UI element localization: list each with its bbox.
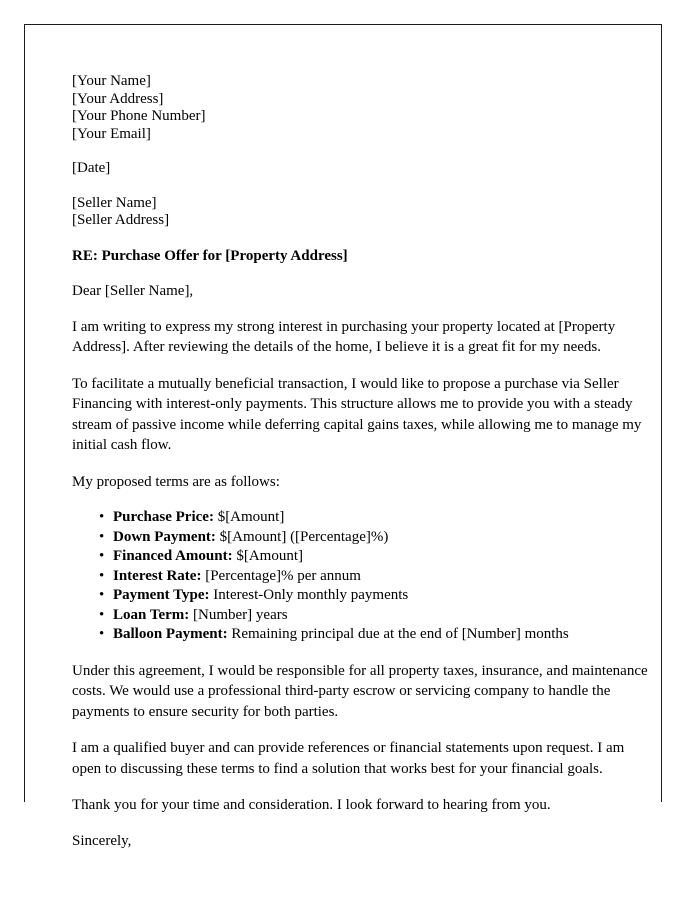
document-page-frame xyxy=(24,24,662,849)
bullet-icon: • xyxy=(99,548,105,564)
term-value: $[Amount] ([Percentage]%) xyxy=(215,528,389,545)
subject-line: RE: Purchase Offer for [Property Address] xyxy=(72,247,348,264)
term-label: Balloon Payment: xyxy=(113,626,228,642)
term-label: Financed Amount: xyxy=(113,548,233,564)
spacer-after-recipient xyxy=(72,230,652,247)
letter-date: [Date] xyxy=(72,160,111,176)
term-label: Payment Type: xyxy=(113,587,210,603)
paragraph-closing: Thank you for your time and consideration. I look forward to hearing from you. xyxy=(72,797,551,813)
recipient-name: [Seller Name] xyxy=(72,194,157,211)
spacer-after-sender xyxy=(72,143,652,160)
term-value: Interest-Only monthly payments xyxy=(209,587,409,603)
paragraph-responsibilities: Under this agreement, I would be responsible for all property taxes, insurance, and maintenance costs. We would use a professional third-party escrow or servicing company to handle the payments to ensure security for both parties. xyxy=(72,662,648,720)
spacer-after-date xyxy=(72,178,652,195)
spacer-after-qualification xyxy=(72,779,652,795)
paragraph-qualification: I am a qualified buyer and can provide references or financial statements upon request. I am open to discussing these terms to find a solution that works best for your financial goals. xyxy=(72,740,625,777)
term-label: Interest Rate: xyxy=(113,567,202,584)
spacer-after-responsibilities xyxy=(72,722,652,738)
term-value: $[Amount] xyxy=(213,509,285,525)
term-list-item xyxy=(99,528,652,548)
bullet-icon: • xyxy=(99,626,105,642)
term-list-item xyxy=(99,606,652,626)
term-list-item xyxy=(99,508,652,528)
spacer-after-subject xyxy=(72,265,652,282)
term-label: Down Payment: xyxy=(113,528,216,545)
recipient-address-block xyxy=(72,195,652,230)
bullet-icon: • xyxy=(99,567,105,584)
term-value: [Number] years xyxy=(189,606,288,623)
term-list-item xyxy=(99,567,652,587)
spacer-after-proposal xyxy=(72,456,652,472)
term-value: Remaining principal due at the end of [Number] months xyxy=(227,626,569,642)
spacer-before-signoff xyxy=(72,816,652,832)
salutation: Dear [Seller Name], xyxy=(72,282,194,299)
proposed-terms-list xyxy=(72,508,652,645)
spacer-after-salutation xyxy=(72,300,652,317)
sender-phone: [Your Phone Number] xyxy=(72,108,206,124)
sender-address-block xyxy=(72,73,652,143)
term-label: Purchase Price: xyxy=(113,509,214,525)
term-list-item xyxy=(99,586,652,606)
bullet-icon: • xyxy=(99,606,105,623)
sign-off: Sincerely, xyxy=(72,832,132,849)
recipient-address: [Seller Address] xyxy=(72,212,170,228)
letter-body xyxy=(72,73,652,850)
paragraph-terms-lead-in: My proposed terms are as follows: xyxy=(72,473,280,490)
term-value: [Percentage]% per annum xyxy=(201,567,361,584)
spacer-before-terms-list xyxy=(72,492,652,508)
bullet-icon: • xyxy=(99,587,105,603)
term-label: Loan Term: xyxy=(113,606,190,623)
sender-name: [Your Name] xyxy=(72,73,151,89)
sender-address: [Your Address] xyxy=(72,90,164,107)
bullet-icon: • xyxy=(99,528,105,545)
spacer-after-intro xyxy=(72,358,652,374)
term-list-item xyxy=(99,625,652,645)
term-value: $[Amount] xyxy=(232,548,304,564)
spacer-after-terms-list xyxy=(72,645,652,661)
term-list-item xyxy=(99,547,652,567)
sender-email: [Your Email] xyxy=(72,125,151,142)
paragraph-proposal: To facilitate a mutually beneficial transaction, I would like to propose a purchase via Seller Financing with interest-only payments. This structure allows me to provide you with a steady stream of passive income while deferring capital gains taxes, while allowing me to manage my initial cash flow. xyxy=(72,375,642,453)
bullet-icon: • xyxy=(99,509,105,525)
paragraph-intro: I am writing to express my strong interest in purchasing your property located at [Property Address]. After reviewing the details of the home, I believe it is a great fit for my needs. xyxy=(72,318,616,355)
